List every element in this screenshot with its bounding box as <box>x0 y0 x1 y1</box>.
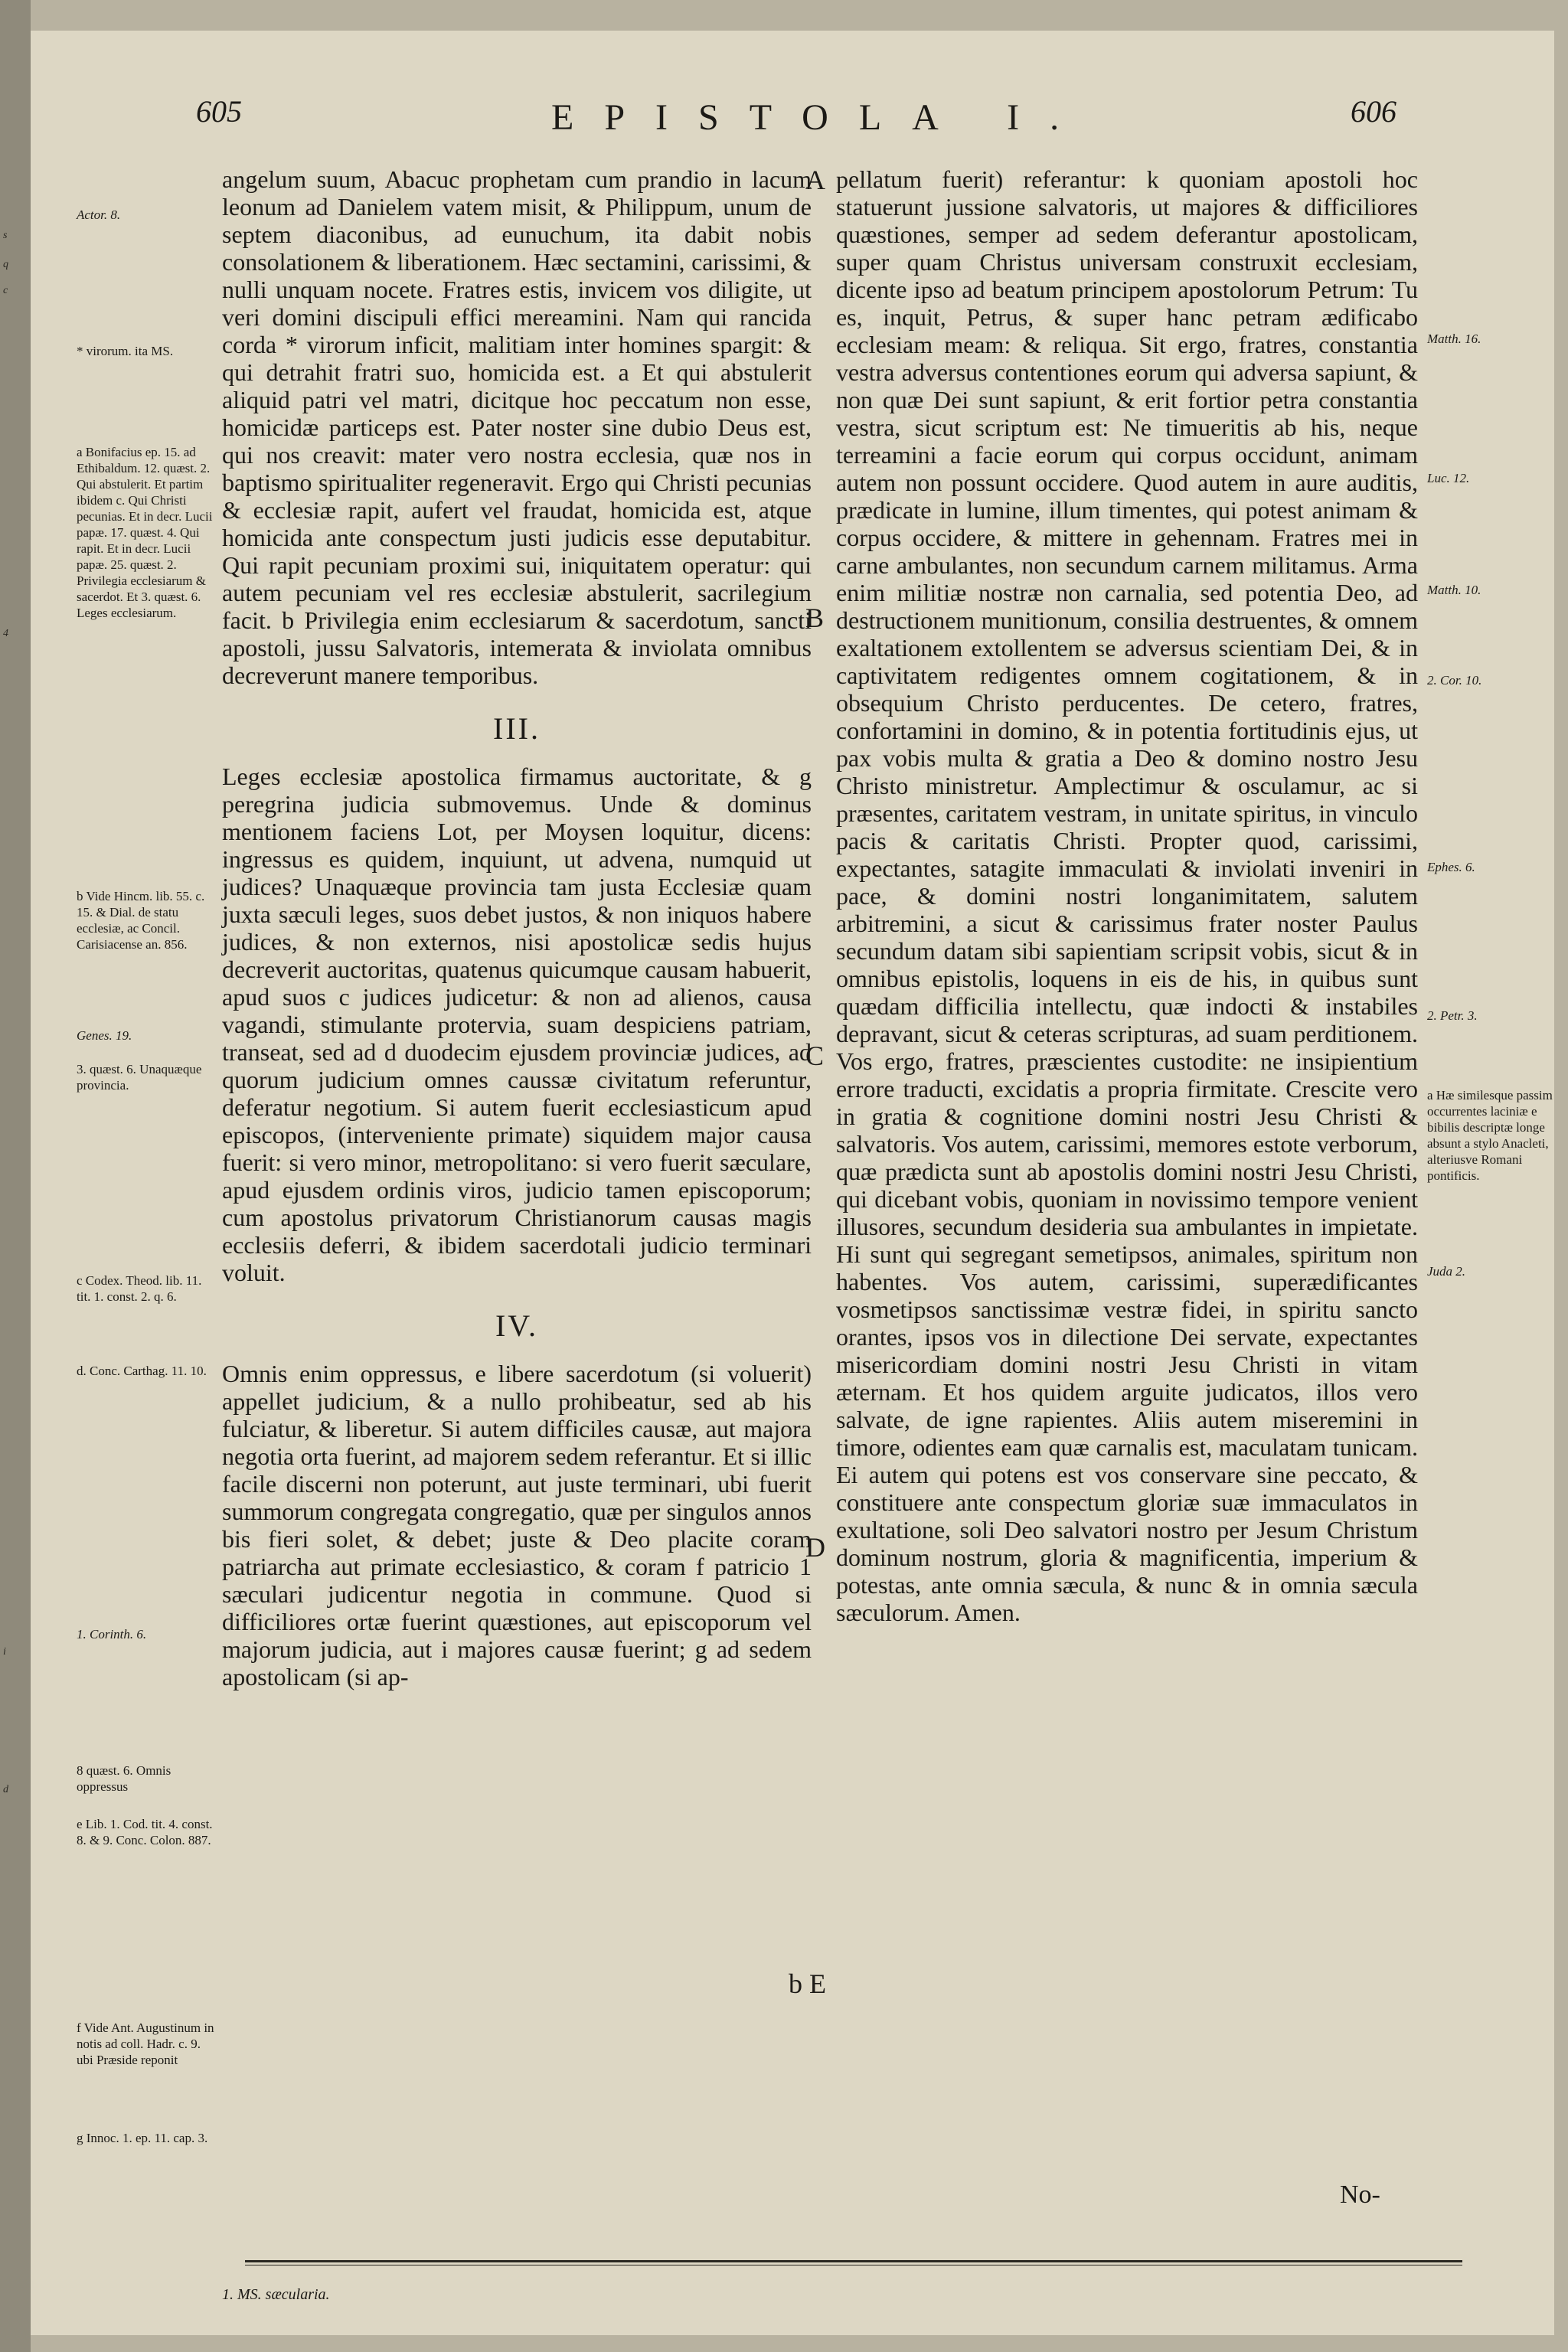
margin-note: e Lib. 1. Cod. tit. 4. const. 8. & 9. Conc. Colon. 887. <box>77 1817 213 1847</box>
left-text-column <box>222 165 812 1690</box>
adjacent-page-strip: s q c 4 i d <box>0 0 31 2352</box>
margin-note: Matth. 10. <box>1427 583 1481 597</box>
margin-note: * virorum. ita MS. <box>77 344 174 358</box>
margin-note: 2. Petr. 3. <box>1427 1008 1478 1023</box>
left-paragraph-2: Leges ecclesiæ apostolica firmamus auctoritate, & g peregrina judicia submovemus. Unde & dominus mentionem faciens Lot, per Moysen loquitur, dicens: ingressus es quidem, inquiunt, ut advena, numquid ut judices? Unaquæque provincia tam justa Ecclesiæ quam juxta sæculi leges, suos debet justos, & non iniquos habere judices, & non externos, nisi apostolicæ sedis hujus decreverit auctoritas, quatenus quicumque causam habuerit, apud suos c judices judicetur: & non ad alienos, causa vagandi, stimulante protervia, suam despiciens patriam, transeat, sed ad d duodecim ejusdem provinciæ judices, ad quorum judicium omnes caussæ civitatum referuntur, deferatur negotium. Si autem fuerit ecclesiasticum apud episcopos, (interveniente primate) siquidem major causa fuerit: si vero minor, metropolitano: si vero fuerit sæculare, apud ejusdem ordinis viros, judicio tamen episcoporum; cum apostolus privatorum Christianorum causas magis ecclesiis deferri, & ibidem sacerdotali judicio terminari voluit. <box>222 763 812 1286</box>
page-number-left: 605 <box>196 94 242 129</box>
margin-note: Ephes. 6. <box>1427 860 1475 874</box>
margin-note: 2. Cor. 10. <box>1427 673 1482 688</box>
margin-note: Genes. 19. <box>77 1028 132 1043</box>
column-letter-d: D <box>805 1532 825 1563</box>
section-heading-iv: IV. <box>495 1308 539 1343</box>
margin-note: Matth. 16. <box>1427 332 1481 346</box>
catchword: No- <box>1340 2180 1380 2209</box>
margin-note: 3. quæst. 6. Unaquæque provincia. <box>77 1062 202 1093</box>
right-text-column <box>836 165 1418 1626</box>
left-paragraph-1: angelum suum, Abacuc prophetam cum prandio in lacum leonum ad Danielem vatem misit, & Philippum, unum de septem diaconibus, ad eunuchum, ita dabit nobis consolationem & liberationem. Hæc sectamini, carissimi, & nulli unquam nocete. Fratres estis, invicem vos diligite, ut veri domini discipuli effici mereamini. Nam qui rancida corda * virorum inficit, malitiam inter homines spargit: & qui detrahit fratri suo, homicida est. a Et qui abstulerit aliquid patri vel matri, dicitque hoc peccatum non esse, homicidæ particeps est. Pater noster sine dubio Deus est, qui nos creavit: mater vero nostra ecclesia, quæ nos in baptismo spiritualiter regeneravit. Ergo qui Christi pecunias & ecclesiæ rapit, aufert vel fraudat, homicida est, atque homicida ante conspectum justi judicis esse deputabitur. Qui rapit pecuniam proximi sui, iniquitatem operatur: qui autem pecuniam vel res ecclesiæ abstulerit, sacrilegium facit. b Privilegia enim ecclesiarum & sacerdotum, sancti apostoli, jussu Salvatoris, intemerata & inviolata omnibus decreverunt manere temporibus. <box>222 165 812 689</box>
margin-note: Juda 2. <box>1427 1264 1466 1279</box>
running-head <box>31 93 1554 147</box>
margin-note: g Innoc. 1. ep. 11. cap. 3. <box>77 2131 208 2145</box>
footnote-rule <box>245 2260 1462 2262</box>
margin-note: 1. Corinth. 6. <box>77 1627 147 1642</box>
book-page <box>31 31 1554 2335</box>
column-letter-e: b E <box>789 1968 826 1999</box>
margin-note: c Codex. Theod. lib. 11. tit. 1. const. 2. q. 6. <box>77 1273 202 1304</box>
left-paragraph-3: Omnis enim oppressus, e libere sacerdotum (si voluerit) appellet judicium, & a nullo prohibeatur, sed ab his fulciatur, & liberetur. Si autem difficiles causæ, aut majora negotia orta fuerint, ad majorem sedem referantur. Et si illic facile discerni non poterunt, aut juste terminari, ubi fuerit summorum congregata congregatio, quæ per singulos annos bis fieri solet, & debet; juste & Deo placite coram patriarcha aut primate ecclesiastico, & coram f patricio 1 sæculari judicentur negotia in commune. Quod si difficiliores ortæ fuerint quæstiones, aut episcoporum vel majorum judicia, aut i majores causæ fuerint; g ad sedem apostolicam (si ap- <box>222 1360 812 1690</box>
page-number-right: 606 <box>1351 94 1396 129</box>
section-heading-iii: III. <box>493 711 541 746</box>
margin-note: Luc. 12. <box>1427 471 1470 485</box>
running-title: EPISTOLA I. <box>551 97 1090 138</box>
margin-note: b Vide Hincm. lib. 55. c. 15. & Dial. de statu ecclesiæ, ac Concil. Carisiacense an. 856. <box>77 889 205 952</box>
margin-note: d. Conc. Carthag. 11. 10. <box>77 1364 207 1378</box>
footnote: 1. MS. sæcularia. <box>222 2286 330 2303</box>
right-paragraph-1: pellatum fuerit) referantur: k quoniam apostoli hoc statuerunt jussione salvatoris, ut majores & difficiliores quæstiones, semper ad sedem deferantur apostolicam, super quam Christus universam construxit ecclesiam, dicente ipso ad beatum principem apostolorum Petrum: Tu es, inquit, Petrus, & super hanc petram ædificabo ecclesiam meam: & reliqua. Sit ergo, fratres, constantia vestra adversus contentiones eorum qui adversa sapiunt, & non quæ Dei sunt sapiunt, & erit fortior petra constantia vestra, sicut scriptum est: Ne timueritis ab his, neque terreamini a facie eorum qui corpus occidunt, animam autem non possunt occidere. Quod autem in aure auditis, prædicate in lumine, illum timentes, qui potest animam & corpus occidere, & mittere in gehennam. Fratres mei in carne ambulantes, non secundum carnem militamus. Arma enim militiæ nostræ non carnalia, sed potentia Deo, ad destructionem munitionum, consilia destruentes, & omnem exaltationem extollentem se adversus scientiam Dei, & in captivitatem redigentes omnem cogitationem, & in obsequium Christo perducentes. De cetero, fratres, confortamini in domino, & in potentia fortitudinis ejus, ut pax vobis multa & gratia a Deo & domino nostro Jesu Christo ministretur. Amplectimur & osculamur, ac si præsentes, caritatem vestram, in unitate spiritus, in vinculo pacis & caritatis Christi. Propter quod, carissimi, expectantes, satagite immaculati & inviolati inveniri in pace, & domini nostri longanimitatem, salutem arbitremini, a sicut & carissimus frater noster Paulus secundum datam sibi sapientiam scripsit vobis, sicut & in omnibus epistolis, loquens in eis de his, in quibus sunt quædam difficilia intellectu, quæ indocti & instabiles depravant, sicut & ceteras scripturas, ad suam perditionem. Vos ergo, fratres, præscientes custodite: ne insipientium errore traducti, excidatis a propria firmitate. Crescite vero in gratia & cognitione domini nostri Jesu Christi & salvatoris. Vos autem, carissimi, memores estote verborum, quæ prædicta sunt ab apostolis domini nostri Jesu Christi, qui dicebant vobis, quoniam in novissimo tempore venient illusores, secundum desideria sua ambulantes in impietate. Hi sunt qui segregant semetipsos, animales, spiritum non habentes. Vos autem, carissimi, superædificantes vosmetipsos sanctissimæ vestræ fidei, in spiritu sancto orantes, ipsos vos in dilectione Dei servate, expectantes misericordiam domini nostri Jesu Christi in vitam æternam. Et hos quidem arguite judicatos, illos vero salvate, de igne rapientes. Aliis autem miseremini in timore, odientes eam quæ carnalis est, maculatam tunicam. Ei autem qui potens est vos conservare sine peccato, & constituere ante conspectum gloriæ suæ immaculatos in exultatione, soli Deo salvatori nostro per Jesum Christum dominum nostrum, gloria & magnificentia, imperium & potestas, ante omnia sæcula, & nunc & in omnia sæcula sæculorum. Amen. <box>836 165 1418 1626</box>
margin-note: a Hæ similesque passim occurrentes laciniæ e bibilis descriptæ longe absunt a stylo Anacleti, alteriusve Romani pontificis. <box>1427 1088 1553 1183</box>
margin-note: f Vide Ant. Augustinum in notis ad coll. Hadr. c. 9. ubi Præside reponit <box>77 2020 214 2067</box>
column-letter-b: B <box>805 603 825 633</box>
margin-note: a Bonifacius ep. 15. ad Ethibaldum. 12. quæst. 2. Qui abstulerit. Et partim ibidem c. Qui Christi pecunias. Et in decr. Lucii papæ. 17. quæst. 4. Qui rapit. Et in decr. Lucii papæ. 25. quæst. 2. Privilegia ecclesiarum & sacerdot. Et 3. quæst. 6. Leges ecclesiarum. <box>77 445 213 620</box>
margin-note: 8 quæst. 6. Omnis oppressus <box>77 1763 172 1794</box>
margin-note: Actor. 8. <box>77 207 121 222</box>
column-letter-a: A <box>805 165 825 195</box>
column-letter-c: C <box>805 1040 825 1071</box>
